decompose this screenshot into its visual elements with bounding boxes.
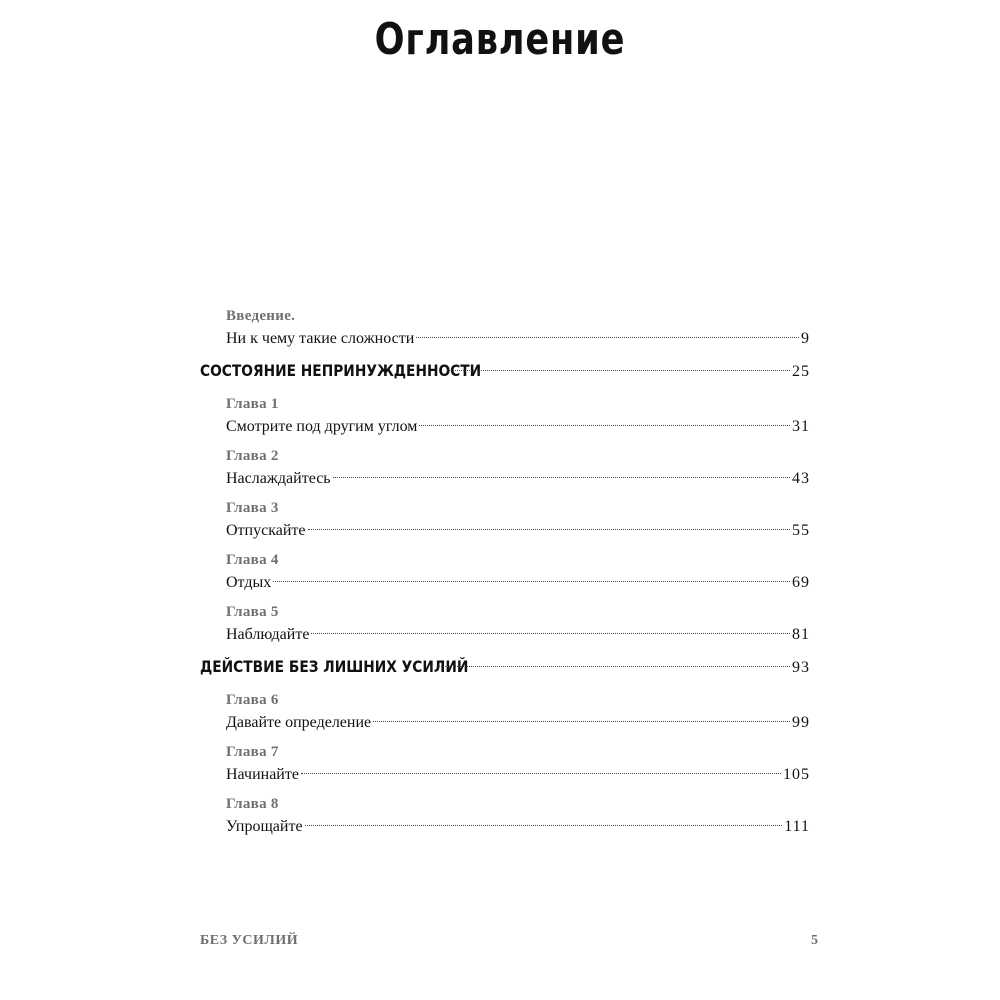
dot-leader — [305, 825, 783, 826]
entry-title: Отпускайте — [226, 522, 306, 539]
dot-leader — [447, 370, 790, 371]
entry-line — [200, 622, 810, 648]
entry-label: Глава 1 — [226, 396, 279, 412]
entry-line — [200, 326, 810, 352]
entry-line — [200, 414, 810, 440]
toc-entry-chapter-2 — [200, 446, 810, 492]
entry-line — [200, 710, 810, 736]
entry-label: Глава 8 — [226, 796, 279, 812]
page-number: 5 — [811, 933, 818, 948]
entry-title: Упрощайте — [226, 818, 303, 835]
entry-page: 69 — [792, 574, 810, 591]
entry-line — [200, 466, 810, 492]
entry-page: 25 — [792, 363, 810, 380]
toc-entry-chapter-7 — [200, 742, 810, 788]
toc-entry-chapter-1 — [200, 394, 810, 440]
dot-leader — [311, 633, 790, 634]
dot-leader — [419, 425, 790, 426]
toc-entry-chapter-4 — [200, 550, 810, 596]
entry-line — [200, 762, 810, 788]
entry-title: Смотрите под другим углом — [226, 418, 418, 435]
entry-page: 111 — [784, 818, 810, 835]
entry-title: Ни к чему такие сложности — [226, 330, 415, 347]
dot-leader — [273, 581, 790, 582]
dot-leader — [308, 529, 791, 530]
dot-leader — [373, 721, 790, 722]
entry-line — [200, 654, 810, 680]
entry-page: 43 — [792, 470, 810, 487]
entry-title: Начинайте — [226, 766, 299, 783]
entry-label: Глава 6 — [226, 692, 279, 708]
entry-title: Давайте определение — [226, 714, 372, 731]
entry-label: Глава 7 — [226, 744, 279, 760]
table-of-contents — [200, 306, 810, 846]
dot-leader — [416, 337, 799, 338]
entry-page: 81 — [792, 626, 810, 643]
toc-entry-intro — [200, 306, 810, 352]
entry-title: Наслаждайтесь — [226, 470, 331, 487]
dot-leader — [333, 477, 790, 478]
entry-page: 55 — [792, 522, 810, 539]
toc-part-1 — [200, 358, 810, 384]
toc-entry-chapter-3 — [200, 498, 810, 544]
toc-entry-chapter-6 — [200, 690, 810, 736]
toc-entry-chapter-5 — [200, 602, 810, 648]
part-title: СОСТОЯНИЕ НЕПРИНУЖДЕННОСТИ — [200, 361, 482, 380]
dot-leader — [301, 773, 781, 774]
entry-page: 31 — [792, 418, 810, 435]
entry-label: Глава 2 — [226, 448, 279, 464]
entry-line — [200, 814, 810, 840]
entry-line — [200, 518, 810, 544]
entry-page: 105 — [783, 766, 810, 783]
dot-leader — [438, 666, 790, 667]
entry-label: Глава 4 — [226, 552, 279, 568]
toc-part-2 — [200, 654, 810, 680]
part-title: ДЕЙСТВИЕ БЕЗ ЛИШНИХ УСИЛИЙ — [200, 657, 469, 676]
entry-page: 93 — [792, 659, 810, 676]
page-title: Оглавление — [374, 14, 626, 65]
entry-label: Глава 3 — [226, 500, 279, 516]
entry-page: 99 — [792, 714, 810, 731]
entry-label: Глава 5 — [226, 604, 279, 620]
entry-label: Введение. — [226, 308, 296, 324]
entry-line — [200, 358, 810, 384]
entry-title: Отдых — [226, 574, 272, 591]
entry-page: 9 — [801, 330, 810, 347]
toc-entry-chapter-8 — [200, 794, 810, 840]
entry-line — [200, 570, 810, 596]
entry-title: Наблюдайте — [226, 626, 310, 643]
running-footer-title: БЕЗ УСИЛИЙ — [200, 933, 299, 948]
